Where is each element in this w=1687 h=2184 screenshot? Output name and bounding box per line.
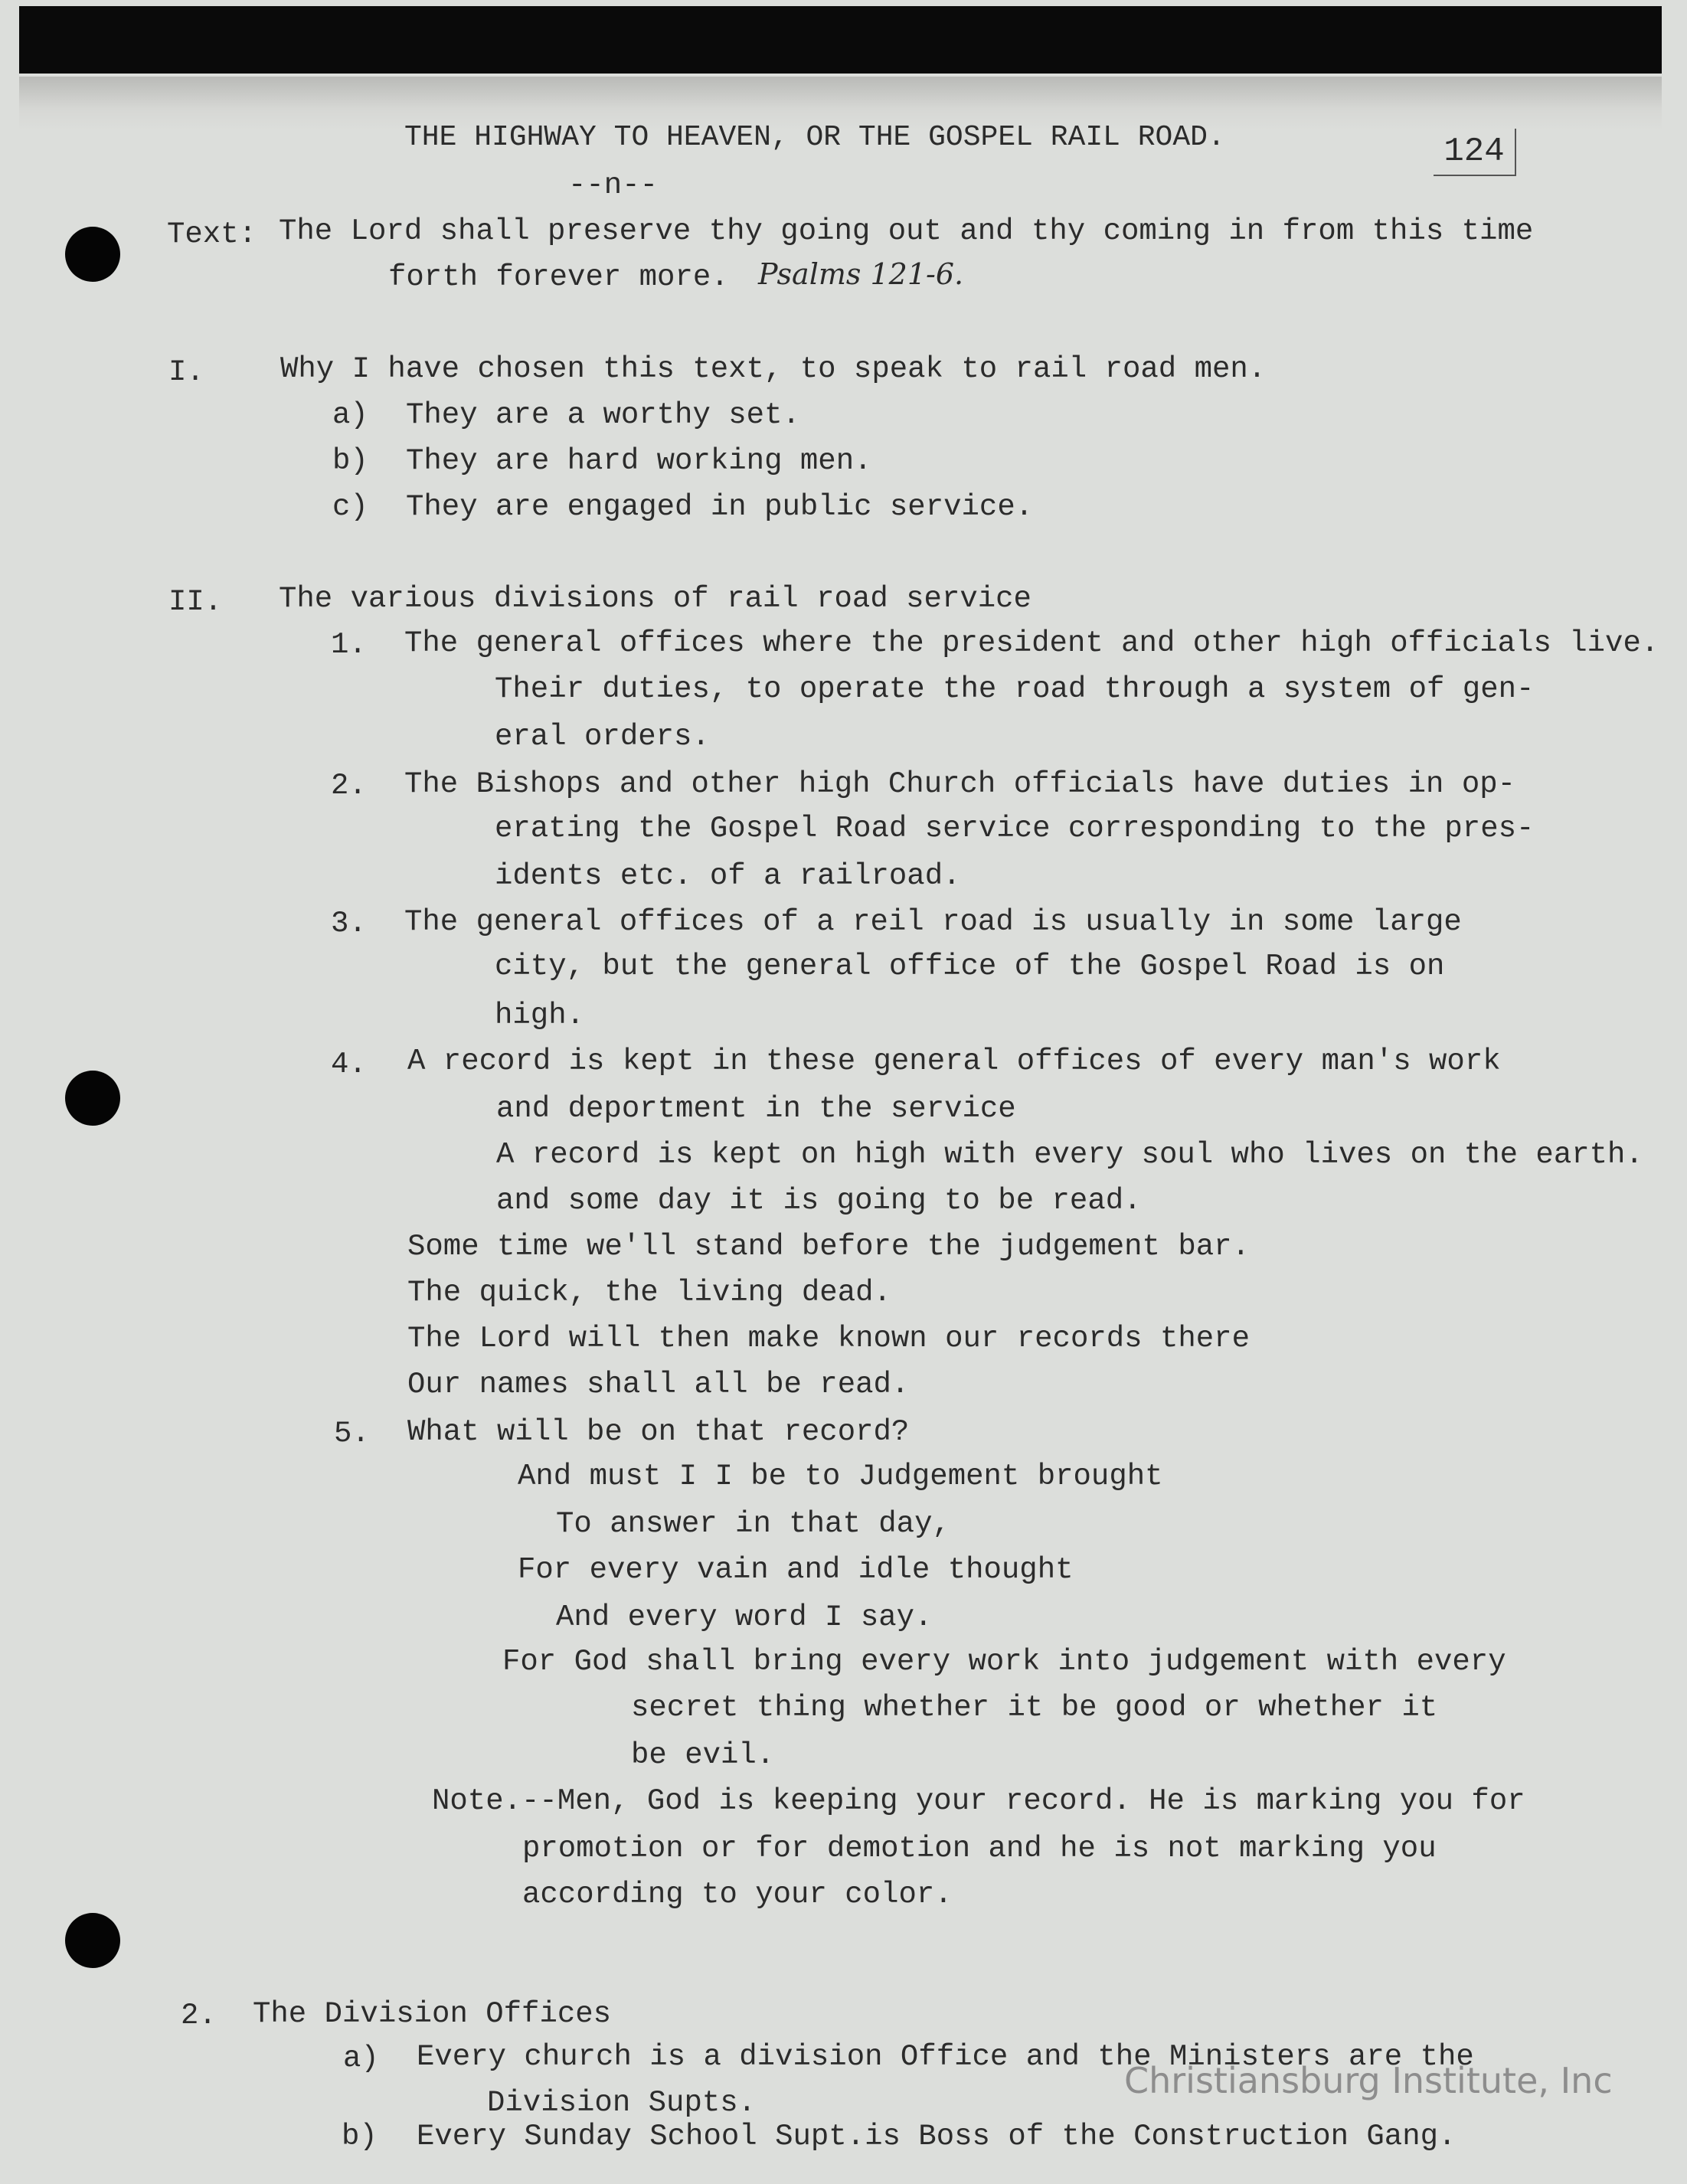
item-4-line-3: A record is kept on high with every soul who lives on the earth. <box>496 1138 1643 1172</box>
document-title: THE HIGHWAY TO HEAVEN, OR THE GOSPEL RAIL ROAD. <box>404 121 1225 154</box>
item-4-verse-3: The Lord will then make known our records there <box>407 1322 1250 1355</box>
division-numeral: 2. <box>181 1999 217 2032</box>
item-5-verse-4: And every word I say. <box>556 1600 933 1634</box>
page-number: 124 <box>1434 129 1516 176</box>
item-5-question: What will be on that record? <box>407 1415 910 1449</box>
division-item-a-marker: a) <box>343 2042 379 2075</box>
division-item-a-cont: Division Supts. <box>487 2086 757 2120</box>
item-5-scripture-2: secret thing whether it be good or whether it <box>631 1691 1438 1725</box>
division-heading: The Division Offices <box>253 1997 612 2031</box>
punch-hole-middle <box>65 1071 120 1126</box>
item-4-verse-1: Some time we'll stand before the judgement bar. <box>407 1230 1250 1264</box>
division-item-a: Every church is a division Office and the Ministers are the <box>417 2040 1474 2074</box>
item-4-marker: 4. <box>331 1048 367 1081</box>
handwritten-reference: Psalms 121-6. <box>758 257 964 291</box>
item-2-marker: 2. <box>331 769 367 803</box>
item-5-verse-1: And must I I be to Judgement brought <box>518 1460 1163 1493</box>
item-4-line-4: and some day it is going to be read. <box>496 1184 1142 1218</box>
item-1-marker: 1. <box>331 628 367 662</box>
section-1-item-b: They are hard working men. <box>406 444 872 478</box>
scan-top-border <box>19 6 1662 74</box>
section-1-heading: Why I have chosen this text, to speak to rail road men. <box>280 352 1267 386</box>
item-1-line-3: eral orders. <box>495 720 710 754</box>
item-3-line-1: The general offices of a reil road is usually in some large <box>404 905 1462 939</box>
item-2-line-1: The Bishops and other high Church officials have duties in op- <box>404 767 1516 801</box>
item-4-verse-2: The quick, the living dead. <box>407 1276 891 1309</box>
item-5-marker: 5. <box>334 1417 370 1450</box>
item-4-verse-4: Our names shall all be read. <box>407 1368 910 1401</box>
item-2-line-2: erating the Gospel Road service corresponding to the pres- <box>495 812 1535 845</box>
division-item-b-marker: b) <box>342 2120 378 2153</box>
item-5-verse-3: For every vain and idle thought <box>518 1553 1074 1587</box>
section-2-heading: The various divisions of rail road service <box>279 582 1031 616</box>
section-2-numeral: II. <box>168 585 223 619</box>
item-1-line-2: Their duties, to operate the road through a system of gen- <box>495 672 1535 706</box>
section-1-item-b-marker: b) <box>332 444 368 478</box>
section-1-item-c: They are engaged in public service. <box>406 490 1034 524</box>
item-3-line-3: high. <box>495 999 585 1032</box>
note-line-1: Note.--Men, God is keeping your record. He is marking you for <box>432 1784 1525 1818</box>
text-line-2: forth forever more. <box>388 260 729 294</box>
text-line-1: The Lord shall preserve thy going out and thy coming in from this time <box>279 214 1534 248</box>
division-item-b: Every Sunday School Supt.is Boss of the Construction Gang. <box>417 2120 1457 2153</box>
item-3-marker: 3. <box>331 907 367 940</box>
punch-hole-bottom <box>65 1913 120 1968</box>
item-3-line-2: city, but the general office of the Gospel Road is on <box>495 950 1445 983</box>
note-line-2: promotion or for demotion and he is not marking you <box>522 1832 1437 1865</box>
section-1-item-c-marker: c) <box>332 490 368 524</box>
item-5-scripture-3: be evil. <box>631 1738 775 1772</box>
item-5-scripture-1: For God shall bring every work into judgement with every <box>502 1645 1506 1679</box>
note-line-3: according to your color. <box>522 1878 953 1911</box>
title-separator: --n-- <box>568 168 659 202</box>
section-1-item-a-marker: a) <box>332 398 368 432</box>
watermark: Christiansburg Institute, Inc <box>1124 2060 1613 2101</box>
item-2-line-3: idents etc. of a railroad. <box>495 859 961 893</box>
text-label: Text: <box>167 217 257 251</box>
section-1-item-a: They are a worthy set. <box>406 398 800 432</box>
section-1-numeral: I. <box>168 355 204 389</box>
item-4-line-2: and deportment in the service <box>496 1092 1016 1126</box>
item-5-verse-2: To answer in that day, <box>556 1507 950 1541</box>
punch-hole-top <box>65 227 120 282</box>
item-4-line-1: A record is kept in these general offices of every man's work <box>407 1045 1501 1078</box>
item-1-line-1: The general offices where the president and other high officials live. <box>404 626 1659 660</box>
